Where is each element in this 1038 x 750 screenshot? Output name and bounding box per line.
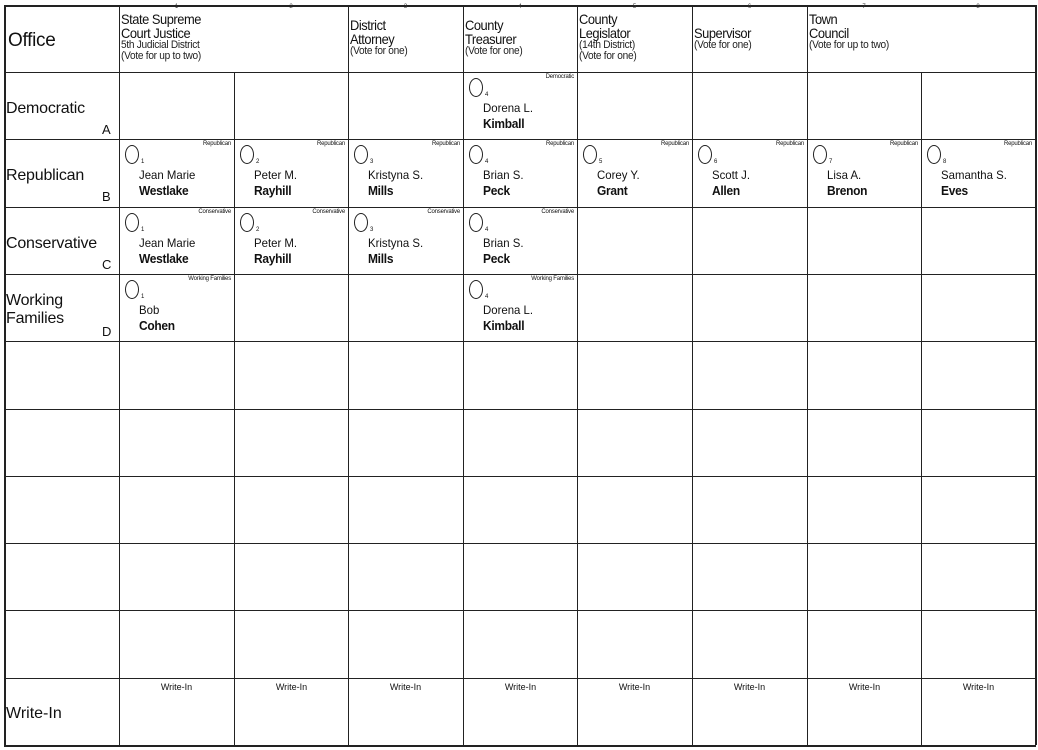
office-subtitle: (Vote for one) [350,45,408,57]
candidate-cell[interactable] [119,139,234,207]
vote-oval[interactable] [813,145,827,164]
oval-number: 4 [485,92,489,98]
office-column-header [121,12,208,62]
office-column-header [350,18,412,57]
candidate-cell[interactable] [348,207,463,274]
office-subtitle: (Vote for up to two) [121,50,201,62]
candidate-last-name: Rayhill [254,251,292,266]
oval-number: 6 [714,159,718,165]
vote-oval[interactable] [125,145,139,164]
candidate-last-name: Westlake [139,183,189,198]
candidate-cell[interactable] [921,139,1035,207]
grid-line-vertical [577,5,578,745]
party-tag: Republican [775,141,804,147]
office-subtitle: (Vote for one) [465,45,523,57]
column-number: 1 [174,4,179,10]
writein-cell-label[interactable]: Write-In [275,682,308,692]
column-number: 2 [289,4,293,10]
candidate-last-name: Kimball [483,318,525,333]
office-title: Legislator [579,25,631,41]
party-row-letter: B [102,189,111,204]
office-subtitle: (Vote for one) [579,50,637,62]
oval-number: 5 [599,159,603,165]
office-column-header [579,12,641,62]
candidate-cell[interactable] [119,207,234,274]
column-number: 4 [518,4,522,10]
candidate-last-name: Grant [597,183,628,198]
grid-line-vertical [348,5,349,745]
office-title: State Supreme [121,11,201,27]
candidate-cell[interactable] [577,139,692,207]
candidate-last-name: Peck [483,251,510,266]
candidate-last-name: Kimball [483,116,525,131]
office-title: Council [809,25,849,41]
grid-line-horizontal [4,543,1036,544]
oval-number: 4 [485,227,489,233]
candidate-last-name: Peck [483,183,510,198]
party-tag: Conservative [312,209,345,215]
vote-oval[interactable] [469,78,483,97]
office-title: County [465,17,504,33]
office-title: Supervisor [694,25,751,41]
office-title: Attorney [350,31,395,47]
oval-number: 2 [256,159,260,165]
grid-line-horizontal [4,745,1036,747]
party-row-letter: C [102,257,112,272]
candidate-first-name: Kristyna S. [368,168,424,182]
office-subtitle: (14th District) [579,39,636,51]
office-subtitle: (Vote for one) [694,39,752,51]
party-tag: Republican [889,141,918,147]
party-tag: Republican [202,141,231,147]
vote-oval[interactable] [469,213,483,232]
vote-oval[interactable] [469,145,483,164]
office-title: Town [809,11,838,27]
grid-line-horizontal [4,476,1036,477]
candidate-first-name: Corey Y. [597,168,640,182]
candidate-first-name: Bob [139,303,160,317]
candidate-cell[interactable] [348,139,463,207]
candidate-cell[interactable] [463,139,577,207]
office-header-label: Office [8,30,56,51]
candidate-first-name: Scott J. [712,168,751,182]
office-subtitle: (Vote for up to two) [809,39,889,51]
party-tag: Working Families [531,276,574,282]
candidate-cell[interactable] [234,207,348,274]
grid-line-vertical [1035,5,1037,745]
column-number: 5 [632,4,637,10]
vote-oval[interactable] [469,280,483,299]
oval-number: 1 [141,159,145,165]
candidate-first-name: Peter M. [254,236,298,250]
oval-number: 8 [943,159,947,165]
candidate-first-name: Jean Marie [139,236,196,250]
candidate-cell[interactable] [234,139,348,207]
vote-oval[interactable] [125,213,139,232]
vote-oval[interactable] [240,145,254,164]
vote-oval[interactable] [698,145,712,164]
vote-oval[interactable] [583,145,597,164]
office-title: County [579,11,618,27]
office-title: Court Justice [121,25,191,41]
candidate-first-name: Samantha S. [941,168,1007,182]
writein-cell-label[interactable]: Write-In [962,682,995,692]
vote-oval[interactable] [240,213,254,232]
office-column-header [465,18,527,57]
candidate-first-name: Brian S. [483,168,524,182]
candidate-cell[interactable] [119,274,234,341]
candidate-first-name: Dorena L. [483,101,534,115]
party-tag: Democratic [545,74,574,80]
office-column-header [809,12,896,51]
party-row-label: Republican [6,167,85,184]
vote-oval[interactable] [927,145,941,164]
party-row-label: Democratic [6,100,85,117]
column-number: 8 [976,4,980,10]
candidate-last-name: Cohen [139,318,175,333]
writein-cell-label[interactable]: Write-In [618,682,651,692]
candidate-cell[interactable] [463,72,577,139]
writein-cell-label[interactable]: Write-In [160,682,193,692]
office-title: District [350,17,386,33]
party-row-label: Conservative [6,235,97,252]
grid-line-vertical [119,5,120,745]
writein-cell-label[interactable]: Write-In [733,682,766,692]
party-tag: Republican [316,141,345,147]
oval-number: 7 [829,159,833,165]
candidate-last-name: Brenon [827,183,868,198]
office-title: Treasurer [465,31,517,47]
candidate-first-name: Jean Marie [139,168,196,182]
office-column-header [694,26,756,51]
party-tag: Conservative [541,209,574,215]
candidate-first-name: Brian S. [483,236,524,250]
writein-cell-label[interactable]: Write-In [504,682,537,692]
candidate-last-name: Allen [712,183,740,198]
oval-number: 3 [370,159,374,165]
writein-row-label: Write-In [6,705,62,722]
candidate-last-name: Westlake [139,251,189,266]
candidate-cell[interactable] [463,207,577,274]
party-tag: Republican [545,141,574,147]
candidate-first-name: Kristyna S. [368,236,424,250]
grid-line-vertical [807,5,808,745]
oval-number: 2 [256,227,260,233]
grid-line-horizontal [4,409,1036,410]
vote-oval[interactable] [354,145,368,164]
candidate-last-name: Eves [941,183,968,198]
vote-oval[interactable] [354,213,368,232]
party-tag: Republican [431,141,460,147]
party-tag: Working Families [188,276,231,282]
candidate-first-name: Lisa A. [827,168,862,182]
vote-oval[interactable] [125,280,139,299]
candidate-last-name: Mills [368,251,394,266]
writein-cell-label[interactable]: Write-In [848,682,881,692]
oval-number: 1 [141,227,145,233]
candidate-first-name: Peter M. [254,168,298,182]
candidate-first-name: Dorena L. [483,303,534,317]
party-tag: Conservative [198,209,231,215]
candidate-last-name: Mills [368,183,394,198]
party-row-letter: A [102,122,111,137]
column-number: 6 [747,4,752,10]
party-row-label: Working Families [6,292,64,327]
oval-number: 1 [141,294,145,300]
party-tag: Republican [660,141,689,147]
office-subtitle: 5th Judicial District [121,39,200,51]
grid-line-horizontal [4,678,1036,679]
writein-cell-label[interactable]: Write-In [389,682,422,692]
party-tag: Conservative [427,209,460,215]
oval-number: 4 [485,294,489,300]
candidate-cell[interactable] [463,274,577,341]
oval-number: 3 [370,227,374,233]
oval-number: 4 [485,159,489,165]
grid-line-vertical [692,5,693,745]
column-number: 3 [403,4,408,10]
grid-line-horizontal [4,610,1036,611]
column-number: 7 [862,4,866,10]
grid-line-horizontal [4,341,1036,342]
candidate-last-name: Rayhill [254,183,292,198]
candidate-cell[interactable] [807,139,921,207]
party-tag: Republican [1003,141,1032,147]
candidate-cell[interactable] [692,139,807,207]
party-row-letter: D [102,324,112,339]
